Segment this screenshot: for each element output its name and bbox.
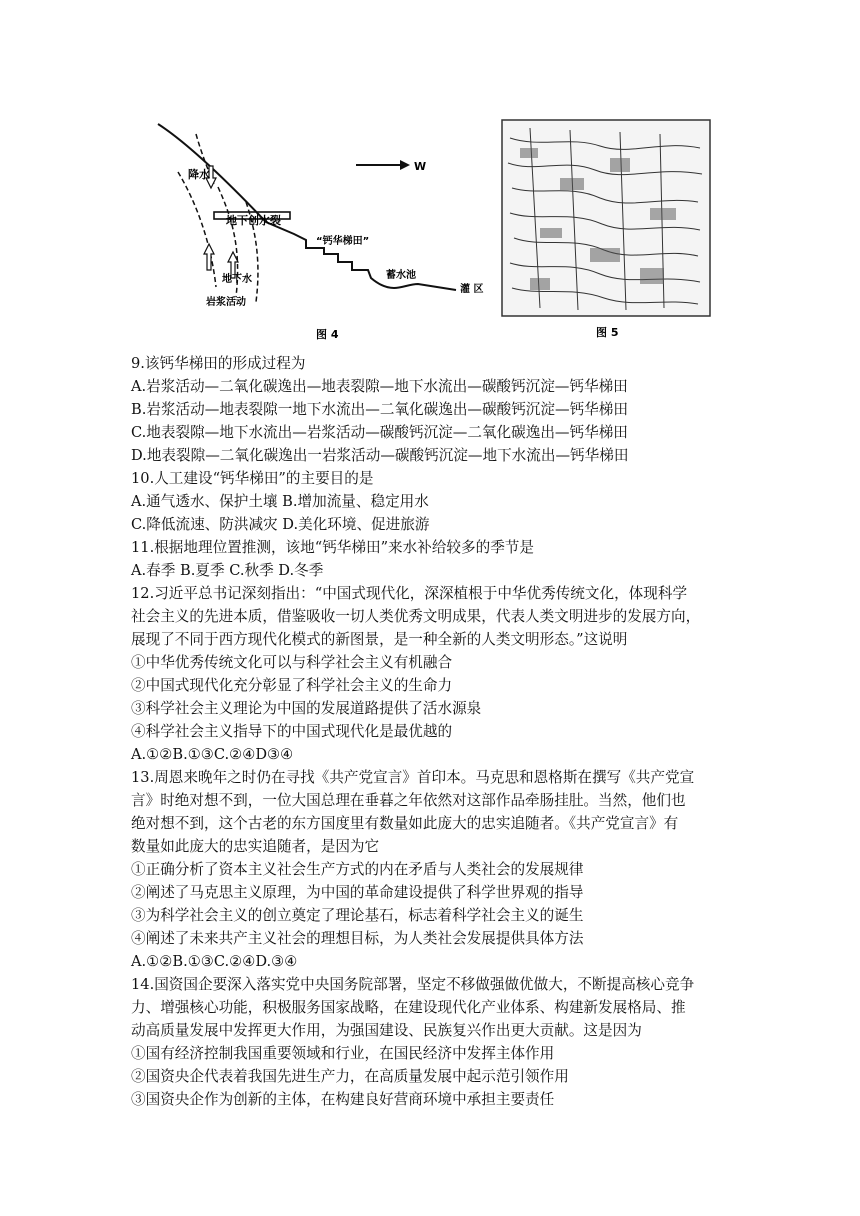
q14-stem-2: 力、增强核心功能，积极服务国家战略，在建设现代化产业体系、构建新发展格局、推 (131, 999, 686, 1016)
q11-options: A.春季 B.夏季 C.秋季 D.冬季 (131, 562, 324, 579)
q12-stem-1: 12.习近平总书记深刻指出：“中国式现代化，深深植根于中华优秀传统文化，体现科学 (131, 585, 688, 602)
q13-stem-1: 13.周恩来晚年之时仍在寻找《共产党宣言》首印本。马克思和恩格斯在撰写《共产党宣 (131, 769, 695, 786)
q13-stem-3: 绝对想不到，这个古老的东方国度里有数量如此庞大的忠实追随者。《共产党宣言》有 (131, 815, 679, 832)
q13-item-1: ①正确分析了资本主义社会生产方式的内在矛盾与人类社会的发展规律 (131, 861, 584, 878)
fracture-label: 地下创水裂 (226, 214, 281, 227)
q14-stem-3: 动高质量发展中发挥更大作用，为强国建设、民族复兴作出更大贡献。这是因为 (131, 1022, 642, 1039)
q12-stem-3: 展现了不同于西方现代化模式的新图景，是一种全新的人类文明形态。”这说明 (131, 631, 628, 648)
direction-label: W (414, 160, 427, 173)
q13-stem-4: 数量如此庞大的忠实追随者，是因为它 (131, 838, 380, 855)
q12-options: A.①②B.①③C.②④D③④ (131, 746, 294, 763)
q9-option-c: C.地表裂隙—地下水流出—岩浆活动—碳酸钙沉淀—二氧化碳逸出—钙华梯田 (131, 424, 628, 441)
q12-item-1: ①中华优秀传统文化可以与科学社会主义有机融合 (131, 654, 453, 671)
west-arrow-head (400, 160, 410, 170)
q12-item-2: ②中国式现代化充分彰显了科学社会主义的生命力 (131, 677, 453, 694)
groundwater-label: 地下水 (222, 274, 252, 285)
irrigation-label: 灌 区 (460, 284, 484, 295)
q9-option-b: B.岩浆活动—地表裂隙一地下水流出—二氧化碳逸出—碳酸钙沉淀—钙华梯田 (131, 401, 628, 418)
q13-options: A.①②B.①③C.②④D.③④ (131, 953, 298, 970)
q9-option-d: D.地表裂隙—二氧化碳逸出一岩浆活动—碳酸钙沉淀—地下水流出—钙华梯田 (131, 447, 629, 464)
magma-label: 岩浆活动 (206, 297, 246, 308)
q13-stem-2: 言》时绝对想不到，一位大国总理在垂暮之年依然对这部作品牵肠挂肚。当然，他们也 (131, 792, 686, 809)
q14-item-1: ①国有经济控制我国重要领域和行业，在国民经济中发挥主体作用 (131, 1045, 555, 1062)
hillside-slope (158, 124, 456, 290)
q10-options-ab: A.通气透水、保护土壤 B.增加流量、稳定用水 (131, 493, 429, 510)
q13-item-4: ④阐述了未来共产主义社会的理想目标，为人类社会发展提供具体方法 (131, 930, 584, 947)
figure-5-photo (500, 118, 712, 342)
q13-item-2: ②阐述了马克思主义原理，为中国的革命建设提供了科学世界观的指导 (131, 884, 584, 901)
q12-item-4: ④科学社会主义指导下的中国式现代化是最优越的 (131, 723, 453, 740)
figure-4-diagram (156, 112, 502, 344)
figure-5-caption: 图 5 (596, 326, 619, 339)
figure-4-caption: 图 4 (316, 328, 339, 341)
question-text (131, 352, 731, 1111)
q10-stem: 10.人工建设“钙华梯田”的主要目的是 (131, 470, 374, 487)
terraces-label: “钙华梯田” (316, 236, 370, 247)
q14-stem-1: 14.国资国企要深入落实党中央国务院部署，坚定不移做强做优做大，不断提高核心竞争 (131, 976, 695, 993)
q12-stem-2: 社会主义的先进本质，借鉴吸收一切人类优秀文明成果，代表人类文明进步的发展方向， (131, 608, 701, 625)
rain-label: 降水 (188, 168, 210, 181)
reservoir-label: 蓄水池 (386, 270, 416, 281)
q11-stem: 11.根据地理位置推测，该地“钙华梯田”来水补给较多的季节是 (131, 539, 534, 556)
q12-item-3: ③科学社会主义理论为中国的发展道路提供了活水源泉 (131, 700, 482, 717)
q13-item-3: ③为科学社会主义的创立奠定了理论基石，标志着科学社会主义的诞生 (131, 907, 584, 924)
q14-item-3: ③国资央企作为创新的主体，在构建良好营商环境中承担主要责任 (131, 1091, 555, 1108)
q9-stem: 9.该钙华梯田的形成过程为 (131, 355, 306, 372)
q14-item-2: ②国资央企代表着我国先进生产力，在高质量发展中起示范引领作用 (131, 1068, 569, 1085)
q10-options-cd: C.降低流速、防洪减灾 D.美化环境、促进旅游 (131, 516, 430, 533)
q9-option-a: A.岩浆活动—二氧化碳逸出—地表裂隙—地下水流出—碳酸钙沉淀—钙华梯田 (131, 378, 628, 395)
